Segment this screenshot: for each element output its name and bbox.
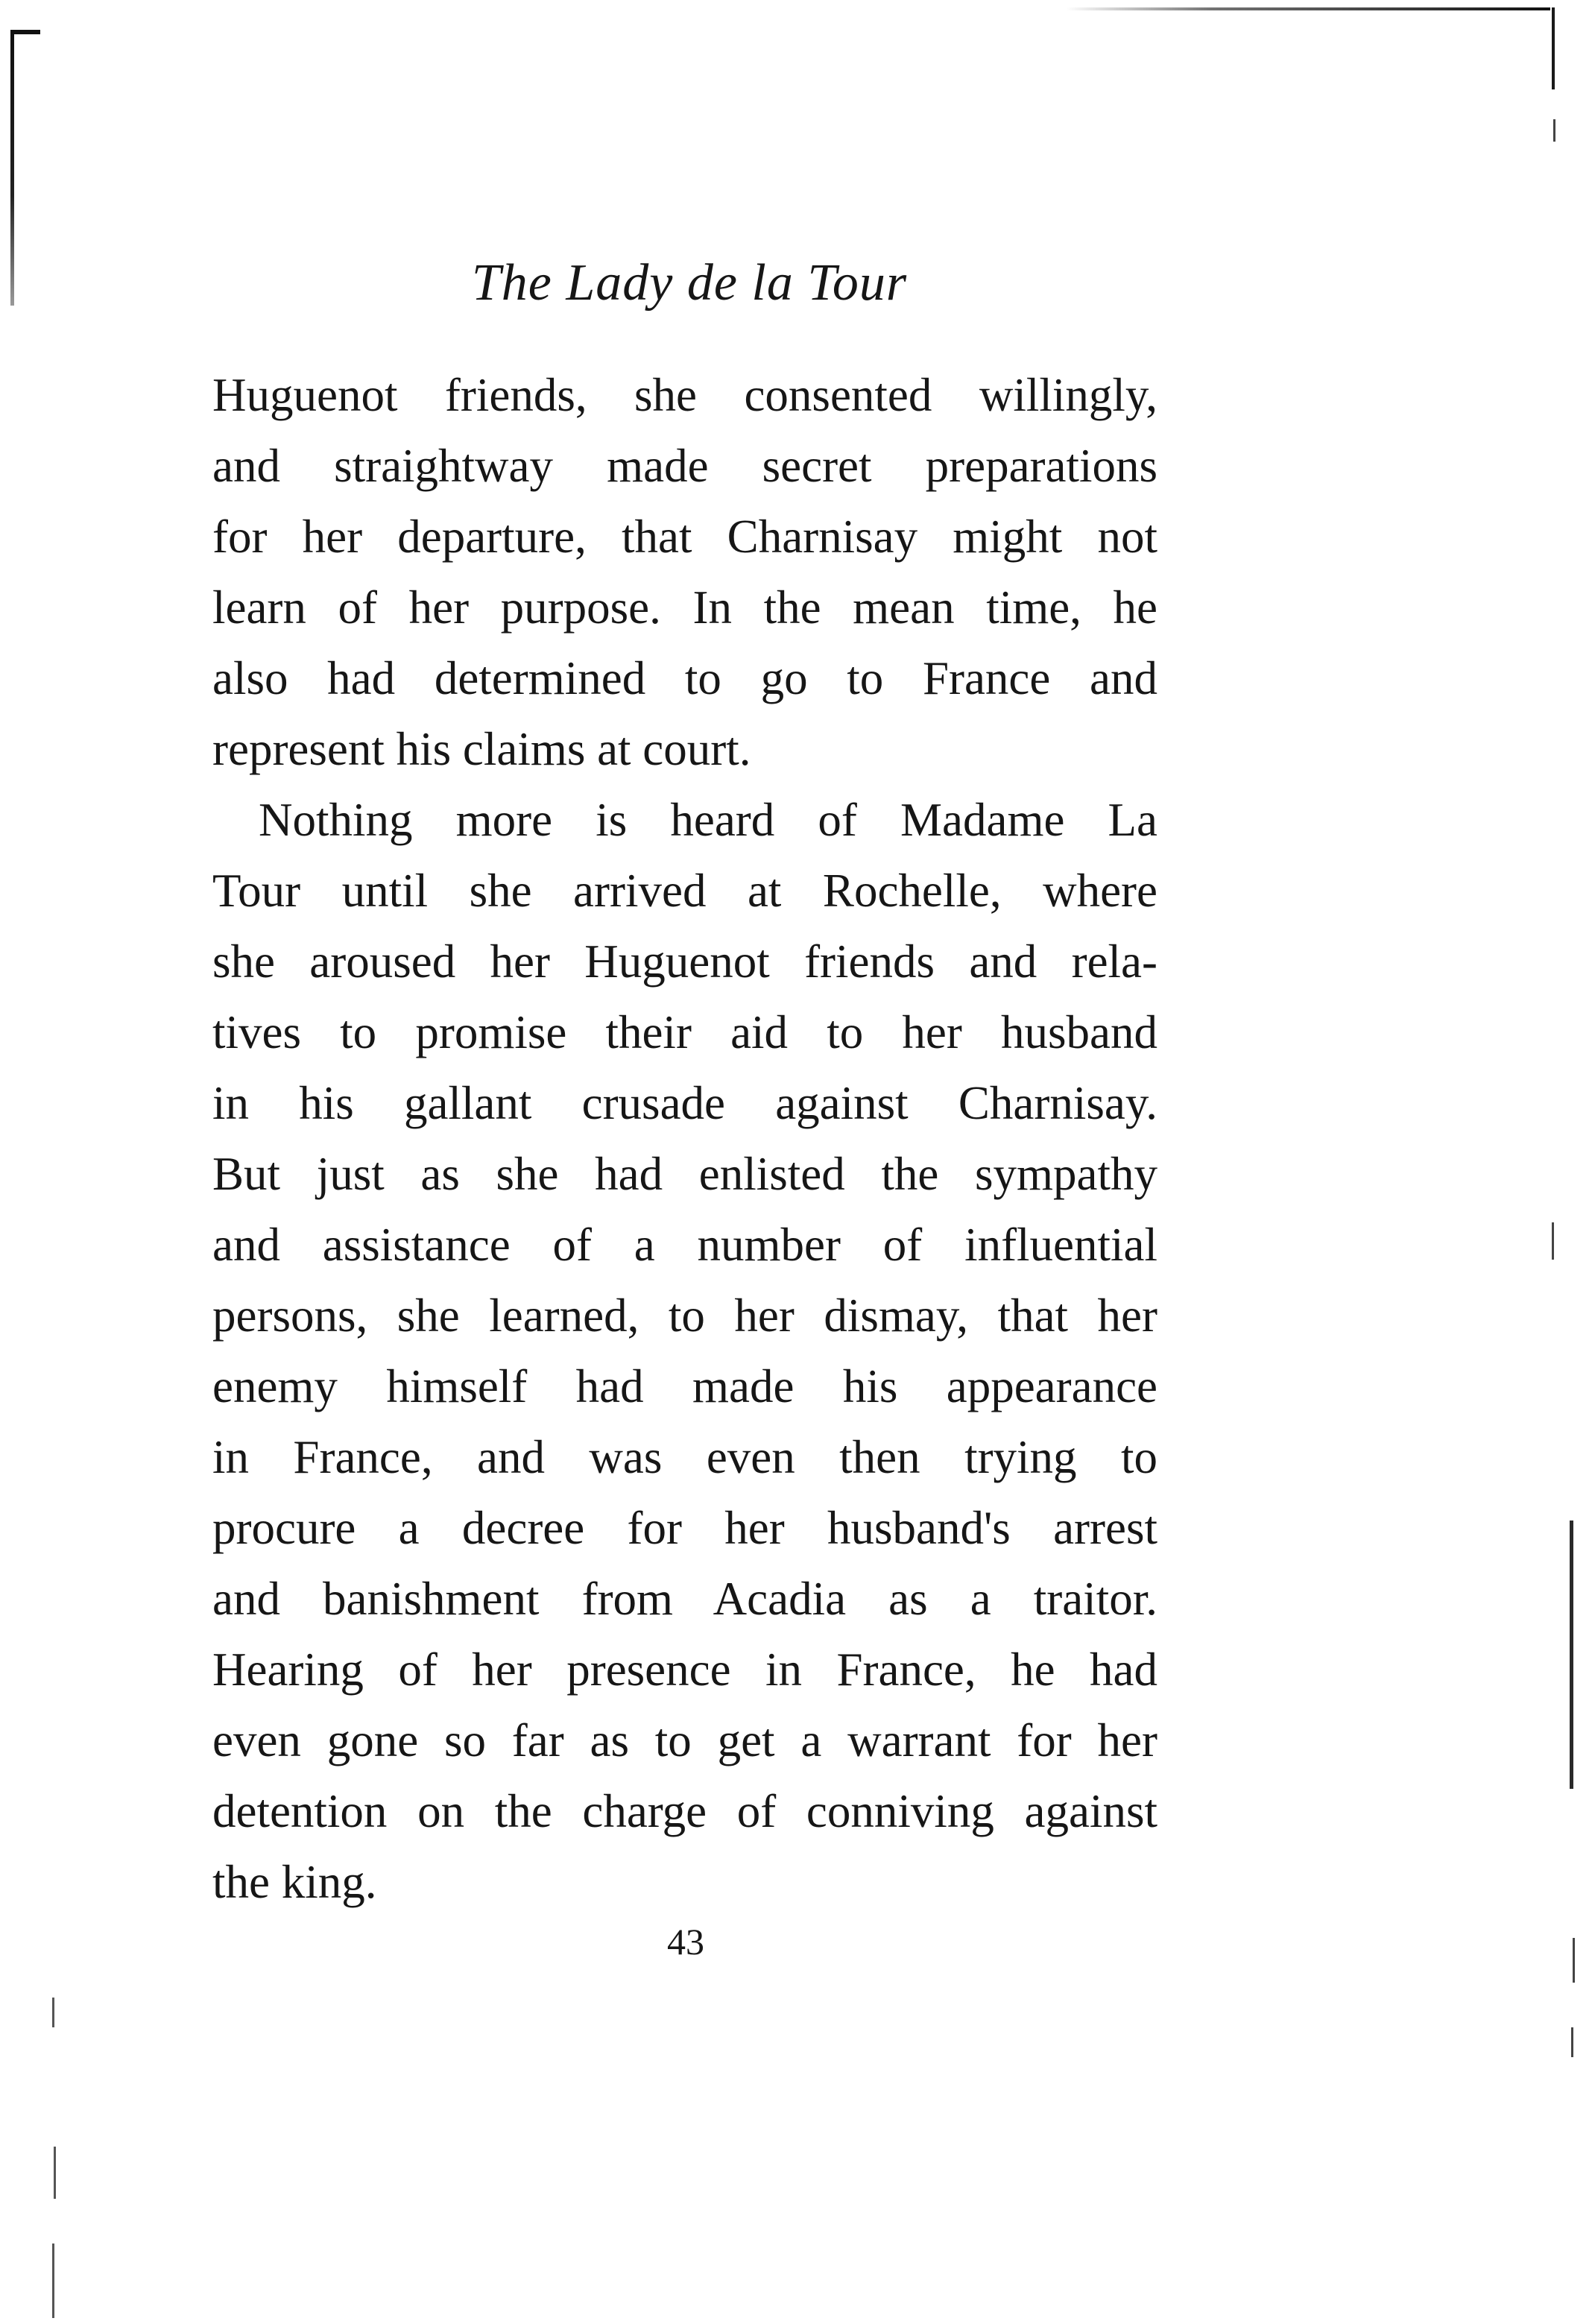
- scan-speck: [52, 2244, 54, 2318]
- text-line: Huguenot friends, she consented willingly,: [212, 369, 1157, 421]
- scan-speck: [1552, 1222, 1554, 1260]
- running-head: The Lady de la Tour: [471, 254, 908, 312]
- text-line: procure a decree for her husband's arrest: [212, 1502, 1157, 1554]
- scan-edge-top: [1066, 7, 1550, 10]
- page-number: 43: [667, 1921, 704, 1963]
- text-line: Nothing more is heard of Madame La: [259, 794, 1157, 846]
- text-line: in France, and was even then trying to: [212, 1431, 1157, 1483]
- scan-speck: [1573, 1938, 1575, 1983]
- text-line: and banishment from Acadia as a traitor.: [212, 1573, 1157, 1625]
- text-line: also had determined to go to France and: [212, 652, 1157, 704]
- text-line: the king.: [212, 1856, 377, 1908]
- text-line: persons, she learned, to her dismay, that her: [212, 1289, 1157, 1342]
- scan-speck: [1570, 1521, 1573, 1789]
- text-line: for her departure, that Charnisay might not: [212, 511, 1157, 563]
- scan-speck: [1553, 119, 1555, 142]
- text-line: even gone so far as to get a warrant for her: [212, 1714, 1157, 1766]
- text-line: Hearing of her presence in France, he had: [212, 1643, 1157, 1696]
- scan-edge-right: [1552, 7, 1555, 89]
- text-line: enemy himself had made his appearance: [212, 1360, 1157, 1412]
- text-line: in his gallant crusade against Charnisay.: [212, 1077, 1157, 1129]
- text-line: detention on the charge of conniving against: [212, 1785, 1157, 1837]
- text-line: tives to promise their aid to her husband: [212, 1006, 1157, 1058]
- text-line: and straightway made secret preparations: [212, 440, 1157, 492]
- scan-speck: [1571, 2027, 1573, 2057]
- text-line: But just as she had enlisted the sympathy: [212, 1148, 1157, 1200]
- text-line: she aroused her Huguenot friends and rela-: [212, 935, 1157, 988]
- text-line: Tour until she arrived at Rochelle, where: [212, 865, 1157, 917]
- scan-speck: [52, 1998, 54, 2027]
- body-text: [212, 360, 1157, 1918]
- text-line: and assistance of a number of influential: [212, 1219, 1157, 1271]
- text-line: learn of her purpose. In the mean time, he: [212, 581, 1157, 634]
- scan-edge-left-mark: [10, 30, 40, 34]
- scan-speck: [54, 2147, 56, 2199]
- text-line: represent his claims at court.: [212, 723, 751, 775]
